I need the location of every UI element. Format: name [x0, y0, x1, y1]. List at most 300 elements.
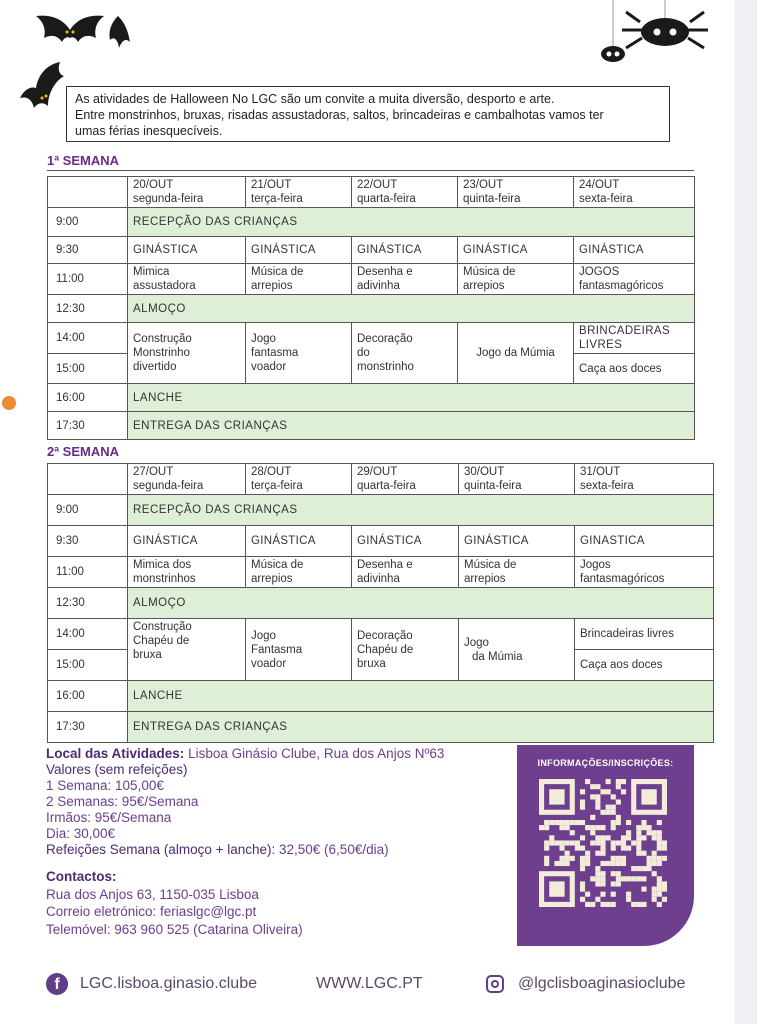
instagram-icon[interactable] — [486, 975, 504, 993]
qr-module — [611, 861, 616, 866]
qr-module — [611, 856, 616, 861]
qr-module — [559, 840, 564, 845]
qr-title: INFORMAÇÕES/INSCRIÇÕES: — [537, 758, 674, 768]
qr-module — [600, 892, 605, 897]
qr-module — [606, 805, 611, 810]
pickup-cell: ENTREGA DAS CRIANÇAS — [128, 712, 714, 743]
activity-cell: BRINCADEIRAS LIVRES — [574, 323, 695, 354]
qr-module — [580, 805, 585, 810]
time-cell: 9:00 — [48, 208, 128, 237]
qr-module — [616, 881, 621, 886]
qr-module — [575, 840, 580, 845]
table-row — [48, 237, 695, 264]
qr-module — [652, 897, 657, 902]
qr-module — [544, 861, 549, 866]
qr-module — [647, 866, 652, 871]
values-label: Valores (sem refeições) — [46, 762, 188, 777]
table-row — [48, 177, 695, 208]
prices-info — [46, 746, 444, 858]
qr-module — [606, 810, 611, 815]
spider-icon — [620, 0, 710, 52]
activity-cell: GINASTICA — [575, 526, 714, 557]
time-cell: 14:00 — [48, 323, 128, 354]
qr-module — [626, 846, 631, 851]
qr-module — [652, 861, 657, 866]
table-row — [48, 712, 714, 743]
qr-module — [585, 779, 590, 784]
qr-module — [559, 820, 564, 825]
activity-cell: Construção Monstrinho divertido — [128, 323, 246, 384]
qr-module — [621, 835, 626, 840]
qr-module — [580, 897, 585, 902]
qr-module — [621, 779, 626, 784]
qr-module — [565, 825, 570, 830]
qr-module — [585, 825, 590, 830]
qr-module — [647, 830, 652, 835]
qr-module — [641, 820, 646, 825]
table-row — [48, 412, 695, 440]
qr-module — [611, 902, 616, 907]
qr-module — [565, 856, 570, 861]
qr-module — [652, 892, 657, 897]
qr-module — [600, 851, 605, 856]
activity-cell: Jogo da Múmia — [458, 323, 574, 384]
qr-module — [647, 861, 652, 866]
qr-module — [641, 851, 646, 856]
time-cell: 15:00 — [48, 354, 128, 384]
qr-panel — [517, 745, 694, 946]
qr-module — [626, 820, 631, 825]
activity-cell: Brincadeiras livres — [575, 619, 714, 650]
qr-module — [657, 856, 662, 861]
table-row — [48, 208, 695, 237]
qr-module — [559, 846, 564, 851]
qr-module — [590, 876, 595, 881]
qr-module — [652, 856, 657, 861]
qr-module — [554, 861, 559, 866]
qr-module — [580, 881, 585, 886]
qr-finder — [549, 881, 564, 896]
qr-module — [580, 835, 585, 840]
local-value: Lisboa Ginásio Clube, Rua dos Anjos Nº63 — [188, 746, 445, 761]
time-cell: 9:30 — [48, 526, 128, 557]
qr-module — [565, 840, 570, 845]
qr-module — [652, 830, 657, 835]
qr-module — [616, 799, 621, 804]
qr-module — [611, 840, 616, 845]
qr-module — [590, 794, 595, 799]
qr-module — [570, 830, 575, 835]
qr-module — [595, 825, 600, 830]
qr-module — [595, 866, 600, 871]
qr-module — [600, 810, 605, 815]
day-header: 30/OUT quinta-feira — [459, 464, 575, 495]
qr-module — [585, 902, 590, 907]
qr-module — [606, 789, 611, 794]
activity-cell: JOGOS fantasmagóricos — [574, 264, 695, 295]
qr-module — [585, 851, 590, 856]
qr-module — [565, 820, 570, 825]
qr-module — [570, 840, 575, 845]
qr-module — [580, 861, 585, 866]
qr-module — [600, 881, 605, 886]
qr-module — [641, 835, 646, 840]
qr-module — [631, 902, 636, 907]
qr-module — [595, 851, 600, 856]
qr-module — [595, 871, 600, 876]
price-day: Dia: 30,00€ — [46, 826, 116, 841]
qr-module — [626, 830, 631, 835]
local-label: Local das Atividades: — [46, 746, 185, 761]
qr-module — [641, 825, 646, 830]
page-side-strip — [735, 0, 757, 1024]
qr-module — [616, 840, 621, 845]
activity-cell: Jogo Fantasma voador — [246, 619, 352, 681]
activity-cell: Mimica assustadora — [128, 264, 246, 295]
week-1-label: 1ª SEMANA — [47, 153, 119, 168]
qr-module — [559, 825, 564, 830]
activity-cell: GINÁSTICA — [246, 237, 352, 264]
qr-module — [621, 856, 626, 861]
qr-module — [636, 825, 641, 830]
qr-module — [559, 856, 564, 861]
activity-cell: GINÁSTICA — [128, 237, 246, 264]
qr-module — [554, 820, 559, 825]
day-header: 29/OUT quarta-feira — [352, 464, 459, 495]
day-header: 23/OUT quinta-feira — [458, 177, 574, 208]
table-row — [48, 464, 714, 495]
time-cell: 12:30 — [48, 295, 128, 323]
intro-line: umas férias inesquecíveis. — [75, 124, 223, 138]
qr-module — [595, 799, 600, 804]
qr-module — [544, 840, 549, 845]
qr-module — [575, 820, 580, 825]
qr-module — [641, 876, 646, 881]
qr-module — [621, 861, 626, 866]
qr-module — [657, 840, 662, 845]
qr-module — [595, 835, 600, 840]
time-cell: 14:00 — [48, 619, 128, 650]
qr-module — [662, 897, 667, 902]
activity-cell: Desenha e adivinha — [352, 557, 459, 588]
qr-module — [575, 846, 580, 851]
contact-email[interactable]: Correio eletrónico: feriaslgc@lgc.pt — [46, 904, 257, 919]
snack-cell: LANCHE — [128, 384, 695, 412]
activity-cell: Música de arrepios — [246, 557, 352, 588]
corner-cell — [48, 177, 128, 208]
qr-module — [590, 815, 595, 820]
table-row — [48, 384, 695, 412]
activity-cell: GINÁSTICA — [246, 526, 352, 557]
qr-module — [595, 897, 600, 902]
qr-module — [636, 876, 641, 881]
instagram-link[interactable]: @lgclisboaginasioclube — [518, 975, 686, 992]
qr-module — [585, 861, 590, 866]
qr-module — [611, 820, 616, 825]
qr-module — [600, 825, 605, 830]
qr-module — [580, 846, 585, 851]
qr-module — [539, 825, 544, 830]
qr-module — [631, 840, 636, 845]
day-header: 31/OUT sexta-feira — [575, 464, 714, 495]
qr-module — [549, 840, 554, 845]
day-header: 28/OUT terça-feira — [246, 464, 352, 495]
qr-module — [600, 861, 605, 866]
bat-icon — [18, 58, 68, 118]
snack-cell: LANCHE — [128, 681, 714, 712]
qr-module — [657, 820, 662, 825]
contacts-info — [46, 868, 303, 938]
qr-module — [611, 810, 616, 815]
qr-module — [549, 835, 554, 840]
qr-module — [652, 835, 657, 840]
time-cell: 9:00 — [48, 495, 128, 526]
day-header: 24/OUT sexta-feira — [574, 177, 695, 208]
bat-icon — [104, 14, 134, 54]
bat-icon — [34, 12, 106, 60]
meals-label: Refeições Semana (almoço + lanche): — [46, 842, 276, 857]
qr-module — [636, 840, 641, 845]
table-row — [48, 526, 714, 557]
qr-module — [631, 866, 636, 871]
table-row — [48, 681, 714, 712]
qr-module — [580, 789, 585, 794]
activity-cell: Música de arrepios — [246, 264, 352, 295]
qr-module — [585, 856, 590, 861]
qr-module — [606, 779, 611, 784]
qr-module — [600, 871, 605, 876]
facebook-link[interactable]: LGC.lisboa.ginasio.clube — [80, 975, 257, 992]
contact-address: Rua dos Anjos 63, 1150-035 Lisboa — [46, 886, 259, 902]
price-siblings: Irmãos: 95€/Semana — [46, 810, 172, 825]
contact-phone[interactable]: Telemóvel: 963 960 525 (Catarina Oliveira) — [46, 921, 303, 937]
time-cell: 15:00 — [48, 650, 128, 681]
qr-module — [580, 856, 585, 861]
day-header: 20/OUT segunda-feira — [128, 177, 246, 208]
qr-module — [626, 876, 631, 881]
table-row — [48, 323, 695, 354]
qr-module — [647, 856, 652, 861]
activity-cell: Decoração Chapéu de bruxa — [352, 619, 459, 681]
qr-module — [616, 784, 621, 789]
facebook-icon[interactable]: f — [46, 973, 68, 995]
qr-module — [616, 861, 621, 866]
activity-cell: GINÁSTICA — [459, 526, 575, 557]
qr-module — [606, 835, 611, 840]
activity-cell: Jogo fantasma voador — [246, 323, 352, 384]
qr-module — [636, 835, 641, 840]
activity-cell: Desenha e adivinha — [352, 264, 458, 295]
qr-module — [570, 820, 575, 825]
qr-module — [590, 830, 595, 835]
week-2-label: 2ª SEMANA — [47, 444, 119, 459]
qr-module — [657, 881, 662, 886]
qr-module — [621, 876, 626, 881]
qr-module — [611, 892, 616, 897]
qr-module — [611, 825, 616, 830]
qr-module — [621, 840, 626, 845]
qr-module — [590, 825, 595, 830]
qr-module — [565, 851, 570, 856]
qr-module — [652, 871, 657, 876]
table-row — [48, 588, 714, 619]
qr-module — [657, 892, 662, 897]
qr-finder — [641, 789, 656, 804]
time-cell: 11:00 — [48, 264, 128, 295]
reception-cell: RECEPÇÃO DAS CRIANÇAS — [128, 495, 714, 526]
activity-cell: Decoração do monstrinho — [352, 323, 458, 384]
reception-cell: RECEPÇÃO DAS CRIANÇAS — [128, 208, 695, 237]
qr-module — [652, 887, 657, 892]
qr-finder — [549, 789, 564, 804]
qr-module — [657, 830, 662, 835]
lunch-cell: ALMOÇO — [128, 588, 714, 619]
qr-module — [616, 871, 621, 876]
week-1-rule — [47, 170, 694, 171]
activity-cell: Jogo da Múmia — [459, 619, 575, 681]
qr-module — [636, 866, 641, 871]
qr-module — [631, 876, 636, 881]
activity-cell: Música de arrepios — [459, 557, 575, 588]
qr-module — [595, 876, 600, 881]
time-cell: 12:30 — [48, 588, 128, 619]
qr-module — [657, 887, 662, 892]
qr-module — [580, 887, 585, 892]
time-cell: 16:00 — [48, 384, 128, 412]
qr-module — [544, 820, 549, 825]
time-cell: 11:00 — [48, 557, 128, 588]
qr-module — [616, 815, 621, 820]
orange-dot — [2, 396, 16, 410]
qr-module — [544, 856, 549, 861]
qr-module — [611, 846, 616, 851]
qr-module — [606, 861, 611, 866]
qr-module — [565, 861, 570, 866]
qr-module — [641, 887, 646, 892]
time-cell: 17:30 — [48, 412, 128, 440]
qr-module — [595, 805, 600, 810]
qr-module — [595, 881, 600, 886]
activity-cell: GINÁSTICA — [128, 526, 246, 557]
qr-module — [636, 846, 641, 851]
qr-module — [621, 789, 626, 794]
corner-cell — [48, 464, 128, 495]
qr-module — [626, 835, 631, 840]
activity-cell: GINÁSTICA — [458, 237, 574, 264]
qr-module — [600, 846, 605, 851]
qr-module — [662, 887, 667, 892]
qr-module — [636, 851, 641, 856]
activity-cell: Caça aos doces — [574, 354, 695, 384]
qr-module — [657, 902, 662, 907]
qr-module — [616, 820, 621, 825]
qr-module — [657, 861, 662, 866]
qr-module — [570, 856, 575, 861]
day-header: 27/OUT segunda-feira — [128, 464, 246, 495]
qr-module — [590, 902, 595, 907]
table-row — [48, 619, 714, 650]
qr-module — [657, 835, 662, 840]
qr-module — [621, 846, 626, 851]
qr-module — [636, 830, 641, 835]
qr-module — [611, 805, 616, 810]
qr-module — [641, 902, 646, 907]
website-link[interactable]: WWW.LGC.PT — [316, 975, 423, 992]
qr-module — [606, 902, 611, 907]
qr-module — [657, 846, 662, 851]
qr-module — [662, 840, 667, 845]
qr-module — [662, 856, 667, 861]
table-row — [48, 295, 695, 323]
qr-module — [549, 820, 554, 825]
qr-module — [580, 820, 585, 825]
qr-module — [626, 892, 631, 897]
qr-module — [590, 840, 595, 845]
qr-module — [616, 779, 621, 784]
qr-module — [559, 861, 564, 866]
meals-value: 32,50€ (6,50€/dia) — [279, 842, 389, 857]
activity-cell: Música de arrepios — [458, 264, 574, 295]
contacts-title: Contactos: — [46, 869, 117, 884]
qr-module — [600, 789, 605, 794]
intro-line: As atividades de Halloween No LGC são um convite a muita diversão, desporto e arte. — [75, 92, 555, 106]
time-cell: 17:30 — [48, 712, 128, 743]
qr-module — [616, 856, 621, 861]
qr-module — [611, 871, 616, 876]
activity-cell: Jogos fantasmagóricos — [575, 557, 714, 588]
intro-box — [66, 86, 670, 142]
time-cell: 9:30 — [48, 237, 128, 264]
qr-module — [626, 897, 631, 902]
qr-module — [657, 876, 662, 881]
table-row — [48, 264, 695, 295]
qr-module — [616, 876, 621, 881]
qr-module — [636, 902, 641, 907]
qr-module — [580, 799, 585, 804]
activity-cell: GINÁSTICA — [352, 526, 459, 557]
activity-cell: GINÁSTICA — [352, 237, 458, 264]
qr-module — [554, 840, 559, 845]
week-2-schedule — [47, 463, 714, 743]
lunch-cell: ALMOÇO — [128, 295, 695, 323]
activity-cell: Construção Chapéu de bruxa — [128, 619, 246, 681]
qr-module — [611, 794, 616, 799]
qr-module — [585, 892, 590, 897]
day-header: 22/OUT quarta-feira — [352, 177, 458, 208]
price-1-week: 1 Semana: 105,00€ — [46, 778, 164, 793]
time-cell: 16:00 — [48, 681, 128, 712]
qr-module — [641, 866, 646, 871]
qr-module — [662, 846, 667, 851]
week-1-schedule — [47, 176, 695, 440]
day-header: 21/OUT terça-feira — [246, 177, 352, 208]
qr-module — [662, 881, 667, 886]
pickup-cell: ENTREGA DAS CRIANÇAS — [128, 412, 695, 440]
qr-module — [600, 840, 605, 845]
intro-line: Entre monstrinhos, bruxas, risadas assustadoras, saltos, brincadeiras e cambalhotas vamos ter — [75, 108, 604, 122]
activity-cell: Caça aos doces — [575, 650, 714, 681]
qr-code[interactable] — [539, 779, 667, 907]
table-row — [48, 557, 714, 588]
qr-module — [647, 825, 652, 830]
qr-module — [600, 902, 605, 907]
qr-module — [611, 881, 616, 886]
qr-module — [600, 835, 605, 840]
qr-module — [595, 840, 600, 845]
qr-module — [595, 784, 600, 789]
qr-module — [580, 866, 585, 871]
activity-cell: Mimica dos monstrinhos — [128, 557, 246, 588]
